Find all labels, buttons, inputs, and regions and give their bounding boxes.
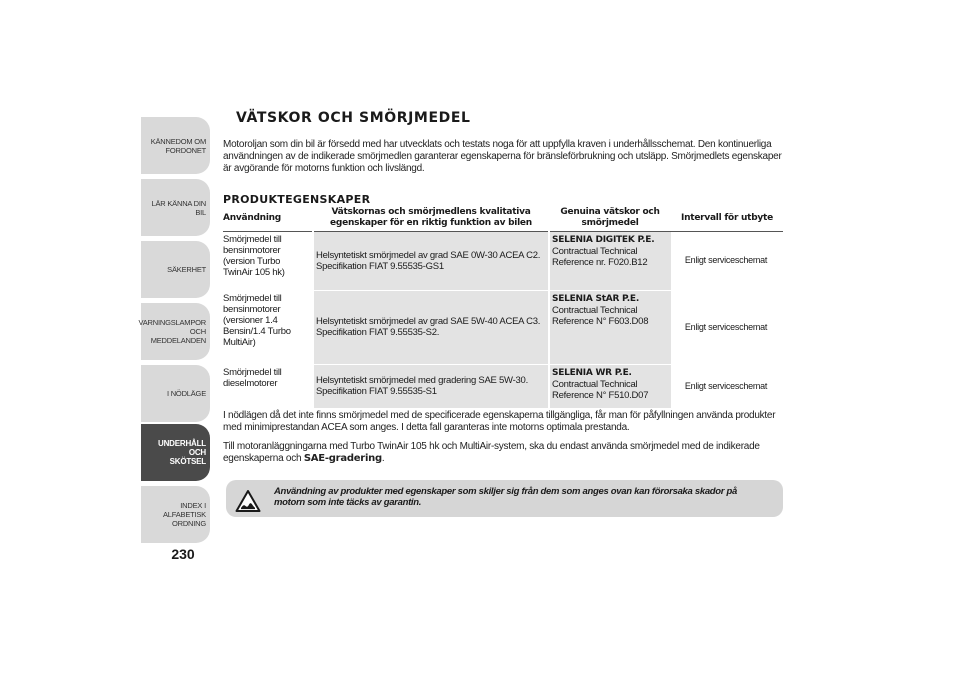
tab-sakerhet[interactable] [141, 241, 210, 298]
product-ref: Contractual Technical [552, 305, 638, 316]
tab-kannedom-om-fordonet[interactable] [141, 117, 210, 174]
column-header: Vätskornas och smörjmedlens kvalitativa egenskaper för en riktig funktion av bilen [313, 207, 549, 232]
tab-label-line: VARNINGSLAMPOR [138, 318, 206, 327]
tab-label-line: ORDNING [171, 519, 206, 528]
warning-triangle-icon [235, 489, 261, 513]
table-row [223, 232, 783, 291]
column-header: Genuina vätskor och smörjmedel [549, 207, 671, 232]
tab-underhall-och-skotsel[interactable] [141, 424, 210, 481]
product-ref: Contractual Technical [552, 246, 638, 257]
tab-lar-kanna-din-bil[interactable] [141, 179, 210, 236]
product-name: SELENIA WR P.E. [552, 368, 632, 378]
tab-label-line: SÄKERHET [167, 265, 206, 274]
warning-text: Användning av produkter med egenskaper som skiljer sig från dem som anges ovan kan förorsaka skador på motorn som inte täcks av garantin. [274, 486, 738, 508]
tab-label-line: LÄR KÄNNA DIN BIL [151, 198, 206, 217]
tab-label-line: UNDERHÅLL OCH [158, 439, 206, 457]
tab-varningslampor[interactable] [138, 303, 210, 360]
use-cell: Smörjmedel till bensinmotorer (version Turbo TwinAir 105 hk) [223, 232, 313, 291]
product-name: SELENIA DIGITEK P.E. [552, 235, 655, 245]
note-paragraph-1: I nödlägen då det inte finns smörjmedel med de specificerade egenskaperna tillgängliga, får man för påfyllningen använda produkter med minimiprestandan ACEA som anges. I detta fall garanteras inte motorns optimala prestanda. [223, 410, 776, 433]
page-number: 230 [171, 546, 195, 562]
warning-box [226, 480, 783, 517]
interval-cell: Enligt serviceschemat [671, 291, 783, 365]
properties-cell: Helsyntetiskt smörjmedel av grad SAE 5W-40 ACEA C3. Specifikation FIAT 9.55535-S2. [313, 291, 549, 365]
product-name: SELENIA StAR P.E. [552, 294, 639, 304]
properties-cell: Helsyntetiskt smörjmedel av grad SAE 0W-30 ACEA C2. Specifikation FIAT 9.55535-GS1 [313, 232, 549, 291]
product-ref: Reference N° F510.D07 [552, 390, 649, 401]
tab-label-line: SKÖTSEL [169, 457, 206, 466]
column-header: Användning [223, 207, 313, 232]
tab-label-line: INDEX I ALFABETISK [162, 501, 206, 519]
note-text: . [381, 453, 385, 464]
tab-label-line: I NÖDLÄGE [166, 389, 206, 398]
tab-label-line: KÄNNEDOM OM [150, 136, 206, 146]
tab-index[interactable] [141, 486, 210, 543]
product-ref: Contractual Technical [552, 379, 638, 390]
product-properties-table [223, 207, 783, 409]
section-title: PRODUKTEGENSKAPER [223, 193, 371, 206]
page-title: VÄTSKOR OCH SMÖRJMEDEL [236, 110, 471, 126]
tab-label-line: OCH MEDDELANDEN [150, 327, 206, 345]
use-cell: Smörjmedel till bensinmotorer (versioner 1.4 Bensin/1.4 Turbo MultiAir) [223, 291, 313, 365]
product-cell [549, 291, 671, 365]
tab-label-line: FORDONET [165, 145, 206, 155]
table-header-row [223, 207, 783, 232]
product-cell [549, 232, 671, 291]
interval-cell: Enligt serviceschemat [671, 232, 783, 291]
use-cell: Smörjmedel till dieselmotorer [223, 365, 313, 409]
tab-i-nodlage[interactable] [141, 365, 210, 422]
properties-cell: Helsyntetiskt smörjmedel med gradering SAE 5W-30. Specifikation FIAT 9.55535-S1 [313, 365, 549, 409]
note-emphasis: SAE-gradering [303, 453, 382, 464]
product-ref: Reference N° F603.D08 [552, 316, 649, 327]
interval-cell: Enligt serviceschemat [671, 365, 783, 409]
note-paragraph-2 [223, 441, 783, 465]
product-ref: Reference nr. F020.B12 [552, 257, 648, 268]
product-cell [549, 365, 671, 409]
column-header: Intervall för utbyte [671, 207, 783, 232]
note-text: Till motoranläggningarna med Turbo TwinAir 105 hk och MultiAir-system, ska du endast använda smörjmedel med de indikerade egenskaperna och [223, 441, 760, 464]
table-row [223, 291, 783, 365]
intro-paragraph: Motoroljan som din bil är försedd med har utvecklats och testats noga för att uppfylla kraven i underhållsschemat. Den kontinuerliga användningen av de indikerade smörjmedlen garanterar egenskaperna för bränsleförbrukning och utsläpp. Smörjmedlets egenskaper är avgörande för motorns funktion och livslängd. [223, 139, 782, 174]
table-row [223, 365, 783, 409]
